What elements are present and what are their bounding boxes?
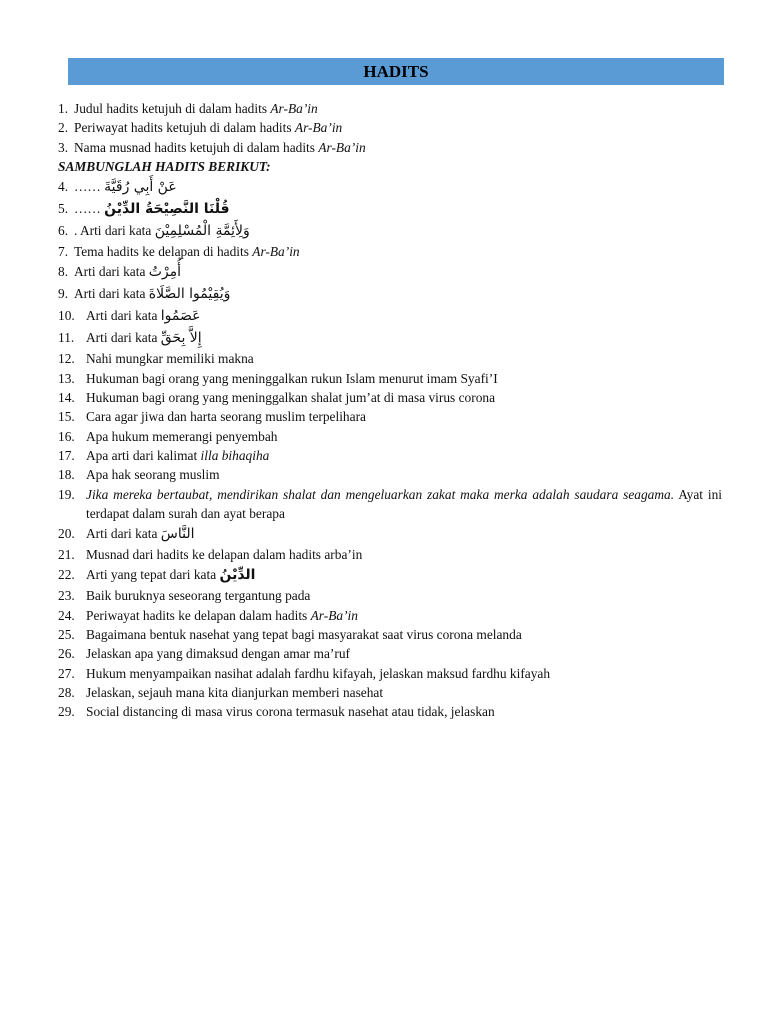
question-number: 4. <box>58 179 69 195</box>
question-emphasis: Ar-Ba’in <box>310 607 358 623</box>
question-text: Arti dari kata <box>86 308 161 324</box>
question-number: 8. <box>58 264 69 280</box>
question-text: Musnad dari hadits ke delapan dalam hadits arba’in <box>86 547 363 563</box>
question-item-24 <box>58 606 722 625</box>
arabic-text: النَّاسَ <box>160 526 195 543</box>
question-number: 24. <box>58 607 75 623</box>
question-number: 7. <box>58 244 69 260</box>
question-number: 10. <box>58 308 75 324</box>
question-item-17 <box>58 446 722 465</box>
question-number: 28. <box>58 684 75 700</box>
question-text: Nahi mungkar memiliki makna <box>86 351 254 367</box>
page-title: HADITS <box>68 58 724 85</box>
question-text: Apa arti dari kalimat <box>86 447 201 463</box>
question-number: 29. <box>58 704 75 720</box>
question-number: 26. <box>58 646 75 662</box>
question-number: 18. <box>58 467 75 483</box>
question-emphasis: Ar-Ba’in <box>270 101 318 116</box>
section-heading-text: SAMBUNGLAH HADITS BERIKUT: <box>58 158 271 174</box>
question-text: Arti dari kata <box>74 286 149 302</box>
question-item-15 <box>58 407 722 426</box>
question-item-27 <box>58 664 722 683</box>
arabic-text: إِلاَّ بِحَقِّ <box>160 330 202 347</box>
question-item-11 <box>58 327 722 349</box>
question-number: 3. <box>58 139 69 155</box>
arabic-text: أُمِرْتُ <box>148 264 182 281</box>
question-text: …… <box>74 179 105 195</box>
question-number: 25. <box>58 627 75 643</box>
question-number: 9. <box>58 286 69 302</box>
question-item-6 <box>58 220 722 242</box>
question-item-7 <box>58 242 722 261</box>
question-number: 17. <box>58 447 75 463</box>
question-text: Hukuman bagi orang yang meninggalkan rukun Islam menurut imam Syafi’I <box>86 370 498 386</box>
question-text: Cara agar jiwa dan harta seorang muslim terpelihara <box>86 409 366 425</box>
question-item-18 <box>58 465 722 484</box>
arabic-text: وَلِأَئِمَّةِ الْمُسْلِمِيْنَ <box>154 223 250 240</box>
question-item-5 <box>58 198 722 220</box>
question-number: 23. <box>58 588 75 604</box>
question-item-3 <box>58 138 722 157</box>
question-number: 1. <box>58 101 69 116</box>
arabic-text: الدِّيْنُ <box>219 567 256 584</box>
question-item-9 <box>58 283 722 305</box>
question-text: Judul hadits ketujuh di dalam hadits <box>74 101 271 116</box>
question-number: 2. <box>58 120 69 136</box>
question-item-20 <box>58 523 722 545</box>
question-item-22 <box>58 564 722 586</box>
section-heading <box>58 157 722 176</box>
question-text: Arti dari kata <box>86 526 161 542</box>
question-item-29 <box>58 702 722 721</box>
question-text: Apa hak seorang muslim <box>86 467 220 483</box>
question-item-21 <box>58 545 722 564</box>
question-item-26 <box>58 644 722 663</box>
question-text: Hukum menyampaikan nasihat adalah fardhu kifayah, jelaskan maksud fardhu kifayah <box>86 665 551 681</box>
question-text: Periwayat hadits ke delapan dalam hadits <box>86 607 311 623</box>
arabic-text: عَصَمُوا <box>160 308 201 325</box>
question-number: 12. <box>58 351 75 367</box>
question-item-12 <box>58 349 722 368</box>
question-emphasis: Ar-Ba’in <box>252 244 300 260</box>
question-item-10 <box>58 305 722 327</box>
question-emphasis: Ar-Ba’in <box>318 139 366 155</box>
question-item-1 <box>58 99 722 118</box>
question-emphasis: illa bihaqiha <box>200 447 270 463</box>
question-number: 16. <box>58 428 75 444</box>
question-item-2 <box>58 118 722 137</box>
question-number: 14. <box>58 390 75 406</box>
question-text: Arti dari kata <box>86 330 161 346</box>
question-item-23 <box>58 586 722 605</box>
arabic-text: وَيُقِيْمُوا الصَّلَاةَ <box>148 286 231 303</box>
question-item-25 <box>58 625 722 644</box>
question-number: 5. <box>58 201 69 217</box>
question-item-28 <box>58 683 722 702</box>
question-text: . Arti dari kata <box>74 223 155 239</box>
arabic-text: قُلْنَا النَّصِيْحَةُ الدِّيْنُ <box>104 201 230 218</box>
question-number: 22. <box>58 567 75 583</box>
question-emphasis: Jika mereka bertaubat, mendirikan shalat dan mengeluarkan zakat maka merka adalah saudara seagama. <box>86 486 675 502</box>
question-item-14 <box>58 388 722 407</box>
question-text: Arti yang tepat dari kata <box>86 567 220 583</box>
question-item-16 <box>58 427 722 446</box>
question-text: Arti dari kata <box>74 264 149 280</box>
question-item-13 <box>58 369 722 388</box>
question-text: Periwayat hadits ketujuh di dalam hadits <box>74 120 295 136</box>
question-item-4 <box>58 176 722 198</box>
question-number: 27. <box>58 665 75 681</box>
question-text: Ayat ini terdapat dalam surah dan ayat berapa <box>86 486 722 521</box>
question-number: 21. <box>58 547 75 563</box>
question-text: Nama musnad hadits ketujuh di dalam hadits <box>74 139 319 155</box>
question-text: Bagaimana bentuk nasehat yang tepat bagi masyarakat saat virus corona melanda <box>86 627 522 643</box>
question-emphasis: Ar-Ba’in <box>294 120 343 136</box>
question-item-8 <box>58 261 722 283</box>
question-text: Baik buruknya seseorang tergantung pada <box>86 588 311 604</box>
question-text: Social distancing di masa virus corona termasuk nasehat atau tidak, jelaskan <box>86 704 495 720</box>
question-number: 13. <box>58 370 75 386</box>
question-number: 19. <box>58 486 75 502</box>
arabic-text: عَنْ أَبِي رُقَيَّةَ <box>104 179 177 196</box>
question-text: Apa hukum memerangi penyembah <box>86 428 278 444</box>
question-text: Jelaskan, sejauh mana kita dianjurkan memberi nasehat <box>86 684 384 700</box>
question-text: Hukuman bagi orang yang meninggalkan shalat jum’at di masa virus corona <box>86 390 496 406</box>
question-text: …… <box>74 201 105 217</box>
question-number: 11. <box>58 330 75 346</box>
question-number: 6. <box>58 223 69 239</box>
question-text: Jelaskan apa yang dimaksud dengan amar ma’ruf <box>86 646 350 662</box>
question-list <box>58 99 722 722</box>
question-item-19 <box>58 485 722 524</box>
question-number: 15. <box>58 409 75 425</box>
question-number: 20. <box>58 526 75 542</box>
question-text: Tema hadits ke delapan di hadits <box>74 244 253 260</box>
